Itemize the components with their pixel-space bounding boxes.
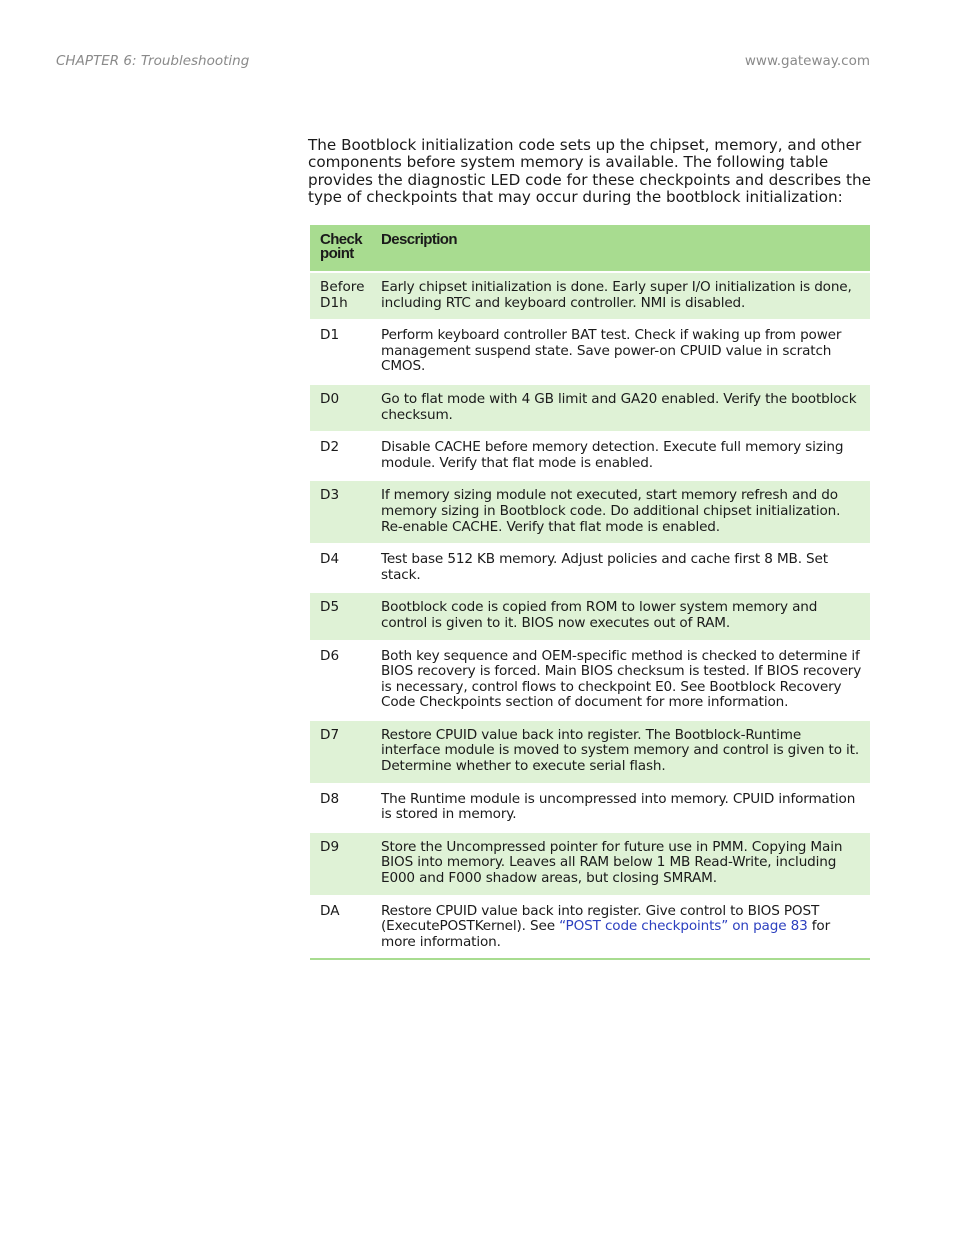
header-checkpoint-line2: point	[320, 245, 354, 262]
description-cell: Go to flat mode with 4 GB limit and GA20 enabled. Verify the bootblock checksum.	[371, 383, 870, 431]
checkpoint-table-container	[310, 225, 870, 960]
table-row	[310, 831, 870, 895]
table-row	[310, 719, 870, 783]
checkpoint-cell: D1	[310, 319, 371, 383]
description-cell: Disable CACHE before memory detection. Execute full memory sizing module. Verify that flat mode is enabled.	[371, 431, 870, 479]
table-row	[310, 543, 870, 591]
checkpoint-cell: D7	[310, 719, 371, 783]
table-row	[310, 431, 870, 479]
checkpoint-cell: D0	[310, 383, 371, 431]
description-cell: Store the Uncompressed pointer for future use in PMM. Copying Main BIOS into memory. Leaves all RAM below 1 MB Read-Write, including E000 and F000 shadow areas, but closing SMRAM.	[371, 831, 870, 895]
table-row	[310, 383, 870, 431]
table-header-row	[310, 225, 870, 271]
header-description: Description	[371, 225, 870, 271]
table-row	[310, 591, 870, 639]
description-text: Restore CPUID value back into register. Give control to BIOS POST (ExecutePOSTKernel). See	[381, 902, 820, 935]
description-cell: Both key sequence and OEM-specific method is checked to determine if BIOS recovery is forced. Main BIOS checksum is tested. If BIOS recovery is necessary, control flows to checkpoint E0. See Bootblock Recovery Code Checkpoints section of document for more information.	[371, 640, 870, 719]
table-row	[310, 319, 870, 383]
table-row	[310, 640, 870, 719]
checkpoint-cell: D4	[310, 543, 371, 591]
checkpoint-cell: D9	[310, 831, 371, 895]
chapter-title: CHAPTER 6: Troubleshooting	[56, 53, 250, 69]
bootblock-checkpoint-table	[310, 225, 870, 960]
description-cell: Early chipset initialization is done. Early super I/O initialization is done, including RTC and keyboard controller. NMI is disabled.	[371, 271, 870, 319]
header-checkpoint-line1: Check	[320, 231, 363, 248]
checkpoint-cell: D2	[310, 431, 371, 479]
website-link[interactable]: www.gateway.com	[744, 53, 870, 69]
checkpoint-cell	[310, 271, 371, 319]
checkpoint-cell: DA	[310, 895, 371, 961]
description-cell: If memory sizing module not executed, start memory refresh and do memory sizing in Bootblock code. Do additional chipset initialization. Re-enable CACHE. Verify that flat mode is enabled.	[371, 479, 870, 543]
description-cell	[371, 895, 870, 961]
checkpoint-code: Before	[320, 279, 365, 295]
checkpoint-cell: D3	[310, 479, 371, 543]
intro-paragraph: The Bootblock initialization code sets up the chipset, memory, and other components before system memory is available. The following table provides the diagnostic LED code for these checkpoints and describes the type of checkpoints that may occur during the bootblock initialization:	[308, 136, 871, 206]
description-cell: Perform keyboard controller BAT test. Check if waking up from power management suspend state. Save power-on CPUID value in scratch CMOS.	[371, 319, 870, 383]
description-cell: Restore CPUID value back into register. The Bootblock-Runtime interface module is moved to system memory and control is given to it. Determine whether to execute serial flash.	[371, 719, 870, 783]
checkpoint-cell: D8	[310, 783, 371, 831]
post-checkpoints-link[interactable]: “POST code checkpoints” on page 83	[559, 918, 808, 935]
description-cell: Test base 512 KB memory. Adjust policies and cache first 8 MB. Set stack.	[371, 543, 870, 591]
checkpoint-code-line2: D1h	[320, 294, 348, 311]
table-row	[310, 271, 870, 319]
description-cell: Bootblock code is copied from ROM to lower system memory and control is given to it. BIOS now executes out of RAM.	[371, 591, 870, 639]
checkpoint-cell: D5	[310, 591, 371, 639]
header-checkpoint	[310, 225, 371, 271]
table-row	[310, 479, 870, 543]
table-row	[310, 783, 870, 831]
description-text-end: for more information.	[381, 918, 831, 950]
description-cell: The Runtime module is uncompressed into memory. CPUID information is stored in memory.	[371, 783, 870, 831]
checkpoint-cell: D6	[310, 640, 371, 719]
table-row	[310, 895, 870, 961]
